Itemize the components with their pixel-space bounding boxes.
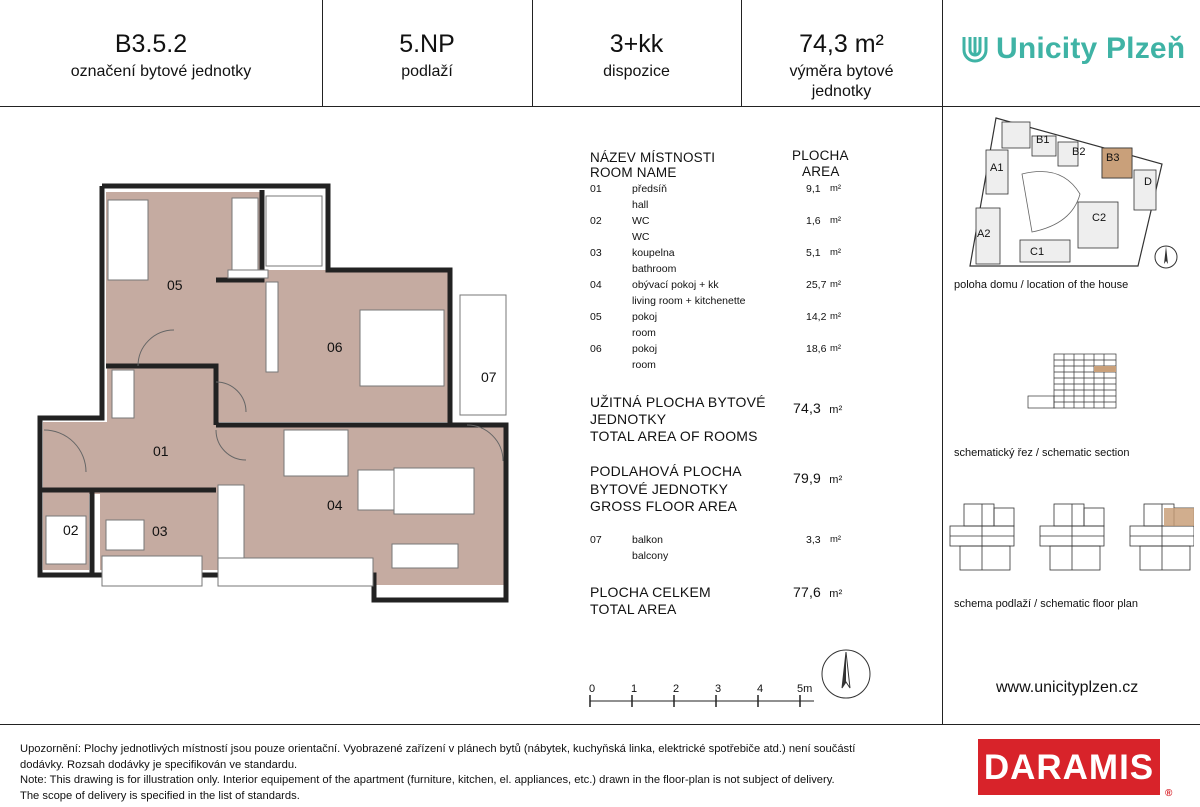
disclaimer-line: Upozornění: Plochy jednotlivých místností jsou pouze orientační. Vyobrazené zařízení v plánech bytů (nábytek, kuchyňská linka, elektrické spotřebiče atd.) není součástí [20, 743, 856, 755]
area-label-line2: jednotky [811, 83, 872, 100]
area-label-line1: výměra bytové [789, 63, 894, 80]
logo-text: Unicity Plzeň [996, 32, 1186, 65]
scale-tick-label: 3 [715, 683, 722, 695]
layout-value: 3+kk [609, 30, 664, 58]
room-name-cz: pokoj [632, 311, 658, 323]
room-name-en: hall [632, 199, 649, 211]
building-label: A2 [977, 228, 991, 240]
unit-code: B3.5.2 [114, 30, 188, 58]
room-area-unit: m² [830, 183, 842, 194]
daramis-logo[interactable]: DARAMIS [978, 739, 1160, 795]
disclaimer [20, 742, 920, 804]
usable-value [793, 400, 842, 419]
total-unit: m² [829, 588, 843, 600]
area-header-en: AREA [802, 164, 840, 179]
disclaimer-line: dodávky. Rozsah dodávky je specifikován ve standardu. [20, 758, 298, 771]
layout-cell [532, 0, 741, 106]
usable-value-unit: m² [829, 404, 843, 416]
room-area: 5,1 [806, 247, 821, 259]
room-name-cz: předsíň [632, 183, 668, 195]
balcony-area: 3,3 [806, 534, 821, 546]
room-name-cz: koupelna [632, 247, 675, 259]
room-area-unit: m² [830, 279, 842, 290]
total-line2: TOTAL AREA [590, 601, 677, 617]
building-label: B3 [1106, 152, 1120, 164]
room-area: 25,7 [806, 279, 827, 291]
schematic-floor-plans [948, 500, 1194, 580]
area-header-cz: PLOCHA [792, 148, 849, 163]
building-label: B1 [1036, 134, 1050, 146]
room-label-06: 06 [327, 339, 343, 355]
floor-area-line3: GROSS FLOOR AREA [590, 498, 738, 514]
unit-code-cell [0, 0, 322, 106]
room-area-unit: m² [830, 311, 842, 322]
location-caption: poloha domu / location of the house [954, 279, 1129, 291]
room-number: 02 [590, 215, 602, 227]
scale-tick-label: 4 [757, 683, 764, 695]
usable-value-number: 74,3 [793, 400, 822, 416]
room-label-04: 04 [327, 497, 343, 513]
building-label: D [1144, 176, 1152, 188]
header-bottom-border [0, 106, 1200, 107]
balcony-cz: balkon [632, 534, 663, 546]
scale-tick-label: 5m [797, 683, 813, 695]
balcony-no: 07 [590, 534, 602, 546]
building-label: C2 [1092, 212, 1107, 224]
room-label-01: 01 [153, 443, 169, 459]
floor-label: podlaží [401, 63, 453, 80]
room-area: 1,6 [806, 215, 821, 227]
scale-bar [584, 694, 820, 708]
room-name-cz: pokoj [632, 343, 658, 355]
usable-line1: UŽITNÁ PLOCHA BYTOVÉ [590, 394, 766, 410]
floor-area-unit: m² [829, 474, 843, 486]
layout-label: dispozice [603, 63, 670, 80]
right-column-border [942, 0, 943, 724]
balcony-unit: m² [830, 534, 842, 545]
floor-area-line2: BYTOVÉ JEDNOTKY [590, 481, 729, 497]
usable-line2: JEDNOTKY [590, 411, 667, 427]
room-area-unit: m² [830, 343, 842, 354]
room-area: 18,6 [806, 343, 827, 355]
total-line1: PLOCHA CELKEM [590, 584, 711, 600]
unicity-logo[interactable] [962, 32, 1185, 66]
room-name-en: living room + kitchenette [632, 295, 746, 307]
room-number: 03 [590, 247, 602, 259]
room-label-05: 05 [167, 277, 183, 293]
room-area-unit: m² [830, 247, 842, 258]
room-name-en: room [632, 359, 656, 371]
name-header-en: ROOM NAME [590, 165, 677, 180]
section-caption: schematický řez / schematic section [954, 447, 1130, 459]
room-number: 06 [590, 343, 602, 355]
name-header-cz: NÁZEV MÍSTNOSTI [590, 150, 716, 165]
room-name-en: room [632, 327, 656, 339]
room-name-cz: WC [632, 215, 650, 227]
floor-plan [30, 170, 530, 610]
floor-area-value [793, 470, 842, 489]
scale-tick-label: 2 [673, 683, 680, 695]
floorplan-caption: schema podlaží / schematic floor plan [954, 598, 1139, 610]
registered-mark: ® [1165, 788, 1173, 799]
room-area: 14,2 [806, 311, 827, 323]
area-value: 74,3 m² [799, 30, 884, 58]
area-cell [741, 0, 942, 106]
room-label-02: 02 [63, 522, 79, 538]
building-label: A1 [990, 162, 1004, 174]
floor-value: 5.NP [399, 30, 455, 58]
room-name-cz: obývací pokoj + kk [632, 279, 719, 291]
footer-top-border [0, 724, 1200, 725]
room-name-en: bathroom [632, 263, 677, 275]
usable-line3: TOTAL AREA OF ROOMS [590, 428, 758, 444]
compass-icon [1153, 244, 1179, 270]
scale-tick-label: 0 [589, 683, 596, 695]
building-label: B2 [1072, 146, 1086, 158]
floor-cell [322, 0, 532, 106]
floor-area-line1: PODLAHOVÁ PLOCHA [590, 463, 742, 479]
unicity-u-icon [962, 35, 988, 63]
floor-area-number: 79,9 [793, 470, 822, 486]
balcony-en: balcony [632, 550, 669, 562]
scale-tick-label: 1 [631, 683, 638, 695]
disclaimer-line: The scope of delivery is specified in the list of standards. [20, 789, 300, 802]
room-number: 01 [590, 183, 602, 195]
north-arrow-icon [820, 648, 872, 700]
room-number: 05 [590, 311, 602, 323]
room-label-03: 03 [152, 523, 168, 539]
total-number: 77,6 [793, 584, 822, 600]
room-area: 9,1 [806, 183, 821, 195]
room-label-07: 07 [481, 369, 497, 385]
room-area-unit: m² [830, 215, 842, 226]
building-label: C1 [1030, 246, 1045, 258]
disclaimer-line: Note: This drawing is for illustration only. Interior equipement of the apartment (furniture, kitchen, el. appliances, etc.) drawn in the floor-plan is not subject of delivery. [20, 774, 835, 786]
site-map [962, 114, 1172, 274]
total-value [793, 584, 842, 603]
room-number: 04 [590, 279, 602, 291]
schematic-section [1026, 352, 1118, 410]
room-name-en: WC [632, 231, 650, 243]
unit-code-label: označení bytové jednotky [70, 63, 252, 80]
website-link[interactable]: www.unicityplzen.cz [996, 679, 1139, 696]
